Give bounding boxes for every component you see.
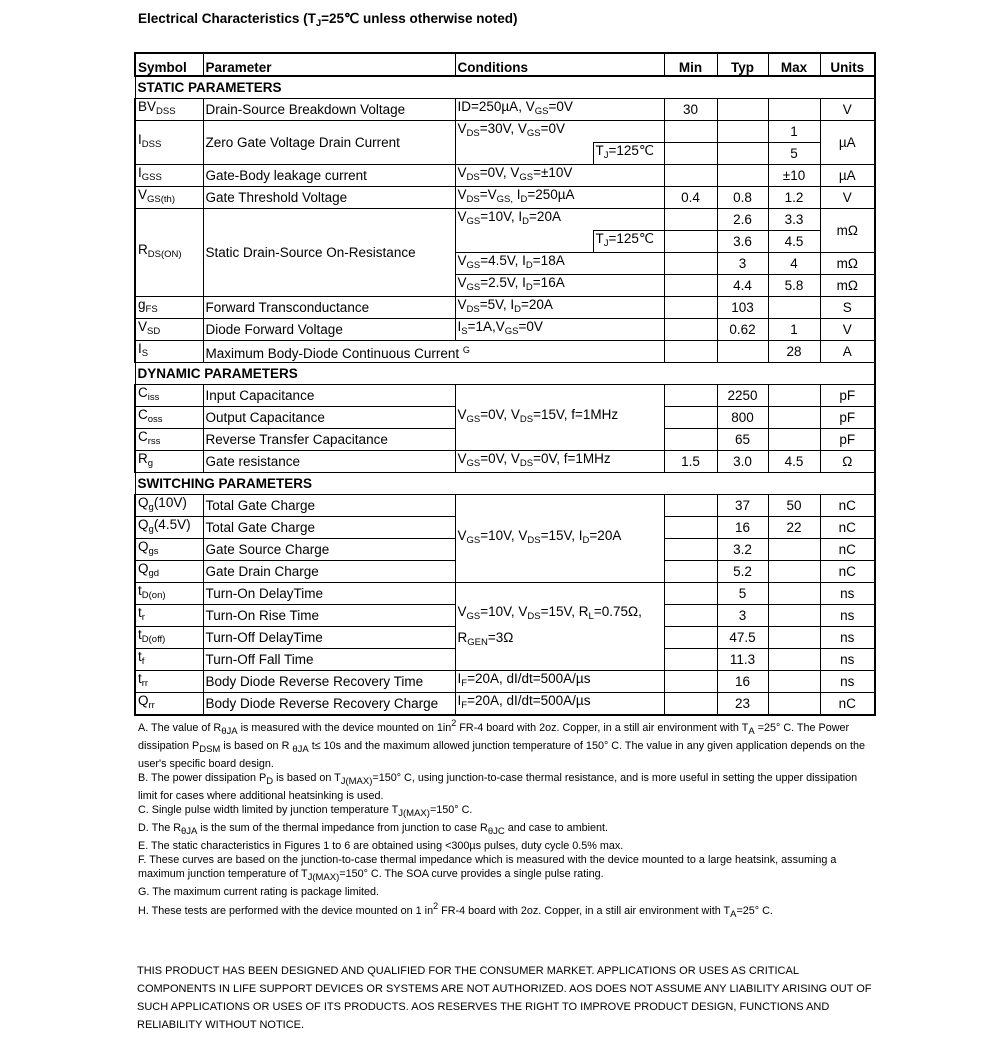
typ-cell (717, 143, 768, 165)
note-d: D. The RθJA is the sum of the thermal impedance from junction to case RθJC and case to ambient. (138, 822, 608, 837)
symbol-cell: $g_{FS}$ (135, 297, 203, 319)
max-cell: 1 (768, 319, 820, 341)
max-cell: ±10 (768, 165, 820, 187)
note-c: C. Single pulse width limited by junction temperature TJ(MAX)=150° C. (138, 804, 473, 819)
symbol-cell: $I_{GSS}$ (135, 165, 203, 187)
unit-cell: nC (820, 495, 875, 517)
conditions-cell: $V_{DS}=30V$, $V_{GS}=0V$ (455, 121, 664, 143)
typ-cell: 23 (717, 693, 768, 716)
note-g: G. The maximum current rating is package limited. (138, 886, 380, 898)
typ-cell: 5.2 (717, 561, 768, 583)
table-row (135, 693, 875, 716)
typ-cell: 37 (717, 495, 768, 517)
unit-cell: A (820, 341, 875, 363)
header-conditions: Conditions (455, 53, 664, 76)
min-cell (664, 605, 717, 627)
max-cell (768, 429, 820, 451)
symbol-cell: $I_S$ (135, 341, 203, 363)
typ-cell: 3 (717, 605, 768, 627)
header-symbol: Symbol (135, 53, 203, 76)
max-cell (768, 693, 820, 716)
note-h: H. These tests are performed with the device mounted on 1 $in^2$ FR-4 board with 2oz. Copper, in a still air environment with TA=25° C. (138, 901, 773, 920)
symbol-cell: $Q_{gs}$ (135, 539, 203, 561)
typ-cell (717, 99, 768, 121)
header-typ: Typ (717, 53, 768, 76)
max-cell: 28 (768, 341, 820, 363)
typ-cell: 800 (717, 407, 768, 429)
table-row (135, 319, 875, 341)
table-row (135, 385, 875, 407)
max-cell: 1.2 (768, 187, 820, 209)
unit-cell: µA (820, 165, 875, 187)
min-cell (664, 297, 717, 319)
typ-cell: 11.3 (717, 649, 768, 671)
unit-cell: mΩ (820, 275, 875, 297)
min-cell: 30 (664, 99, 717, 121)
footnotes (138, 716, 873, 922)
conditions-cell: $V_{DS}=0V$, $V_{GS}=\pm 10V$ (455, 165, 664, 187)
table-row (135, 583, 875, 605)
parameter-cell: Gate resistance (203, 451, 455, 473)
table-row (135, 121, 875, 143)
parameter-cell: Turn-On DelayTime (203, 583, 455, 605)
symbol-cell: $V_{SD}$ (135, 319, 203, 341)
min-cell: 0.4 (664, 187, 717, 209)
min-cell (664, 561, 717, 583)
note-a: A. The value of RθJA is measured with the device mounted on $1in^2$ FR-4 board with 2oz. Copper, in a still air environment with TA =25° C. The Power dissipation PDSM is based on R θJA t≤ 10s and the maximum allowed junction temperature of 150° C. The value in any given application depends on the user's specific board design. (138, 718, 865, 770)
symbol-cell: $C_{rss}$ (135, 429, 203, 451)
typ-cell: 3.0 (717, 451, 768, 473)
conditions-spacer (455, 143, 593, 165)
parameter-cell: Body Diode Reverse Recovery Time (203, 671, 455, 693)
typ-cell (717, 121, 768, 143)
max-cell: 3.3 (768, 209, 820, 231)
min-cell (664, 495, 717, 517)
unit-cell: pF (820, 407, 875, 429)
typ-cell: 65 (717, 429, 768, 451)
unit-cell: ns (820, 671, 875, 693)
parameter-cell: Input Capacitance (203, 385, 455, 407)
conditions-cell: $I_F=20A$, dI/dt=500A/µs (455, 671, 664, 693)
symbol-cell: $Q_g(4.5V)$ (135, 517, 203, 539)
parameter-cell: Diode Forward Voltage (203, 319, 455, 341)
conditions-cell: $T_J=125℃$ (593, 231, 664, 253)
min-cell (664, 253, 717, 275)
max-cell (768, 583, 820, 605)
max-cell (768, 407, 820, 429)
parameter-cell: Turn-Off DelayTime (203, 627, 455, 649)
conditions-cell: $T_J=125℃$ (593, 143, 664, 165)
max-cell: 1 (768, 121, 820, 143)
parameter-cell: Zero Gate Voltage Drain Current (203, 121, 455, 165)
unit-cell: V (820, 99, 875, 121)
max-cell (768, 539, 820, 561)
symbol-cell: $C_{oss}$ (135, 407, 203, 429)
table-row (135, 165, 875, 187)
symbol-cell: $BV_{DSS}$ (135, 99, 203, 121)
typ-cell: 3 (717, 253, 768, 275)
conditions-cell: $I_F=20A$, dI/dt=500A/µs (455, 693, 664, 716)
typ-cell: 2250 (717, 385, 768, 407)
max-cell (768, 605, 820, 627)
unit-cell: µA (820, 121, 875, 165)
typ-cell: 16 (717, 517, 768, 539)
conditions-cell: $V_{GS}=10V$, $I_D=20A$ (455, 209, 664, 231)
max-cell: 4.5 (768, 451, 820, 473)
symbol-cell: $t_{D(off)}$ (135, 627, 203, 649)
parameter-cell: Drain-Source Breakdown Voltage (203, 99, 455, 121)
unit-cell: ns (820, 605, 875, 627)
symbol-cell: $Q_{gd}$ (135, 561, 203, 583)
section-switching: SWITCHING PARAMETERS (135, 473, 875, 495)
min-cell (664, 693, 717, 716)
symbol-cell: $t_f$ (135, 649, 203, 671)
parameter-cell: Turn-Off Fall Time (203, 649, 455, 671)
min-cell (664, 627, 717, 649)
page-title: Electrical Characteristics ($T_J=25℃$ unless otherwise noted) (138, 11, 518, 29)
symbol-cell: $t_{rr}$ (135, 671, 203, 693)
note-f: F. These curves are based on the junction-to-case thermal impedance which is measured with the device mounted to a large heatsink, assuming a maximum junction temperature of TJ(MAX)=150° C. The SOA curve provides a single pulse rating. (138, 854, 837, 883)
conditions-cell: $V_{DS}=V_{GS,}$ $I_D=250\mu A$ (455, 187, 664, 209)
conditions-cell: $V_{GS}=10V$, $V_{DS}=15V$, $I_D=20A$ (455, 495, 664, 583)
max-cell (768, 385, 820, 407)
parameter-cell: Total Gate Charge (203, 517, 455, 539)
table-row (135, 495, 875, 517)
parameter-cell: Gate Threshold Voltage (203, 187, 455, 209)
note-b: B. The power dissipation PD is based on TJ(MAX)=150° C, using junction-to-case thermal resistance, and is more useful in setting the upper dissipation limit for cases where additional heatsinking is used. (138, 772, 858, 802)
header-units: Units (820, 53, 875, 76)
unit-cell: ns (820, 627, 875, 649)
table-row (135, 671, 875, 693)
symbol-cell: $Q_g(10V)$ (135, 495, 203, 517)
symbol-cell: $V_{GS(th)}$ (135, 187, 203, 209)
table-row (135, 297, 875, 319)
table-row (135, 341, 875, 363)
parameter-cell: Gate-Body leakage current (203, 165, 455, 187)
min-cell (664, 517, 717, 539)
min-cell (664, 385, 717, 407)
min-cell (664, 319, 717, 341)
header-max: Max (768, 53, 820, 76)
table-header-row (135, 53, 875, 76)
section-static: STATIC PARAMETERS (135, 76, 875, 99)
typ-cell: 0.62 (717, 319, 768, 341)
conditions-cell: $V_{GS}=2.5V$, $I_D=16A$ (455, 275, 664, 297)
min-cell (664, 165, 717, 187)
min-cell (664, 429, 717, 451)
conditions-cell: $I_S=1A,V_{GS}=0V$ (455, 319, 664, 341)
min-cell (664, 143, 717, 165)
section-row (135, 473, 875, 495)
conditions-cell: $V_{GS}=10V$, $V_{DS}=15V$, $R_L=0.75\Omega$, $R_{GEN}=3\Omega$ (455, 583, 664, 671)
parameter-cell: Turn-On Rise Time (203, 605, 455, 627)
min-cell (664, 583, 717, 605)
table-row (135, 209, 875, 231)
table-row (135, 187, 875, 209)
symbol-cell: $I_{DSS}$ (135, 121, 203, 165)
symbol-cell: $t_{D(on)}$ (135, 583, 203, 605)
typ-cell: 47.5 (717, 627, 768, 649)
typ-cell: 5 (717, 583, 768, 605)
max-cell: 5 (768, 143, 820, 165)
section-row (135, 76, 875, 99)
typ-cell: 2.6 (717, 209, 768, 231)
max-cell (768, 671, 820, 693)
min-cell (664, 649, 717, 671)
unit-cell: S (820, 297, 875, 319)
section-dynamic: DYNAMIC PARAMETERS (135, 363, 875, 385)
max-cell: 4 (768, 253, 820, 275)
parameter-cell: Forward Transconductance (203, 297, 455, 319)
symbol-cell: $R_{DS(ON)}$ (135, 209, 203, 297)
parameter-cell: Gate Drain Charge (203, 561, 455, 583)
electrical-characteristics-table (134, 52, 876, 716)
min-cell (664, 407, 717, 429)
conditions-cell: $V_{DS}=5V$, $I_D=20A$ (455, 297, 664, 319)
min-cell (664, 231, 717, 253)
typ-cell: 103 (717, 297, 768, 319)
conditions-cell: ID=250µA, $V_{GS}=0V$ (455, 99, 664, 121)
header-parameter: Parameter (203, 53, 455, 76)
unit-cell: mΩ (820, 253, 875, 275)
parameter-cell: Reverse Transfer Capacitance (203, 429, 455, 451)
unit-cell: mΩ (820, 209, 875, 253)
unit-cell: nC (820, 517, 875, 539)
max-cell (768, 297, 820, 319)
max-cell (768, 561, 820, 583)
typ-cell: 4.4 (717, 275, 768, 297)
max-cell (768, 627, 820, 649)
unit-cell: ns (820, 649, 875, 671)
parameter-cell: Maximum Body-Diode Continuous Current $^G$ (203, 341, 664, 363)
unit-cell: ns (820, 583, 875, 605)
conditions-spacer (455, 231, 593, 253)
unit-cell: nC (820, 693, 875, 716)
symbol-cell: $t_r$ (135, 605, 203, 627)
parameter-cell: Gate Source Charge (203, 539, 455, 561)
max-cell: 22 (768, 517, 820, 539)
note-e: E. The static characteristics in Figures 1 to 6 are obtained using <300µs pulses, duty cycle 0.5% max. (138, 840, 624, 852)
min-cell (664, 341, 717, 363)
symbol-cell: $R_g$ (135, 451, 203, 473)
typ-cell (717, 341, 768, 363)
min-cell (664, 275, 717, 297)
parameter-cell: Body Diode Reverse Recovery Charge (203, 693, 455, 716)
parameter-cell: Output Capacitance (203, 407, 455, 429)
max-cell: 5.8 (768, 275, 820, 297)
max-cell: 50 (768, 495, 820, 517)
disclaimer: THIS PRODUCT HAS BEEN DESIGNED AND QUALIFIED FOR THE CONSUMER MARKET. APPLICATIONS OR USES AS CRITICAL COMPONENTS IN LIFE SUPPORT DEVICES OR SYSTEMS ARE NOT AUTHORIZED. AOS DOES NOT ASSUME ANY LIABILITY ARISING OUT OF SUCH APPLICATIONS OR USES OF ITS PRODUCTS. AOS RESERVES THE RIGHT TO IMPROVE PRODUCT DESIGN, FUNCTIONS AND RELIABILITY WITHOUT NOTICE. (137, 965, 872, 1031)
unit-cell: Ω (820, 451, 875, 473)
parameter-cell: Total Gate Charge (203, 495, 455, 517)
min-cell (664, 671, 717, 693)
min-cell (664, 209, 717, 231)
max-cell (768, 99, 820, 121)
typ-cell: 16 (717, 671, 768, 693)
unit-cell: V (820, 319, 875, 341)
section-row (135, 363, 875, 385)
min-cell (664, 539, 717, 561)
conditions-cell: $V_{GS}=0V$, $V_{DS}=0V$, f=1MHz (455, 451, 664, 473)
typ-cell: 3.2 (717, 539, 768, 561)
unit-cell: pF (820, 385, 875, 407)
unit-cell: nC (820, 539, 875, 561)
header-min: Min (664, 53, 717, 76)
max-cell (768, 649, 820, 671)
unit-cell: pF (820, 429, 875, 451)
table-row (135, 99, 875, 121)
conditions-cell: $V_{GS}=0V$, $V_{DS}=15V$, f=1MHz (455, 385, 664, 451)
unit-cell: nC (820, 561, 875, 583)
parameter-cell: Static Drain-Source On-Resistance (203, 209, 455, 297)
min-cell (664, 121, 717, 143)
unit-cell: V (820, 187, 875, 209)
max-cell: 4.5 (768, 231, 820, 253)
typ-cell: 3.6 (717, 231, 768, 253)
table-row (135, 451, 875, 473)
conditions-cell: $V_{GS}=4.5V$, $I_D=18A$ (455, 253, 664, 275)
symbol-cell: $Q_{rr}$ (135, 693, 203, 716)
symbol-cell: $C_{iss}$ (135, 385, 203, 407)
min-cell: 1.5 (664, 451, 717, 473)
typ-cell: 0.8 (717, 187, 768, 209)
typ-cell (717, 165, 768, 187)
